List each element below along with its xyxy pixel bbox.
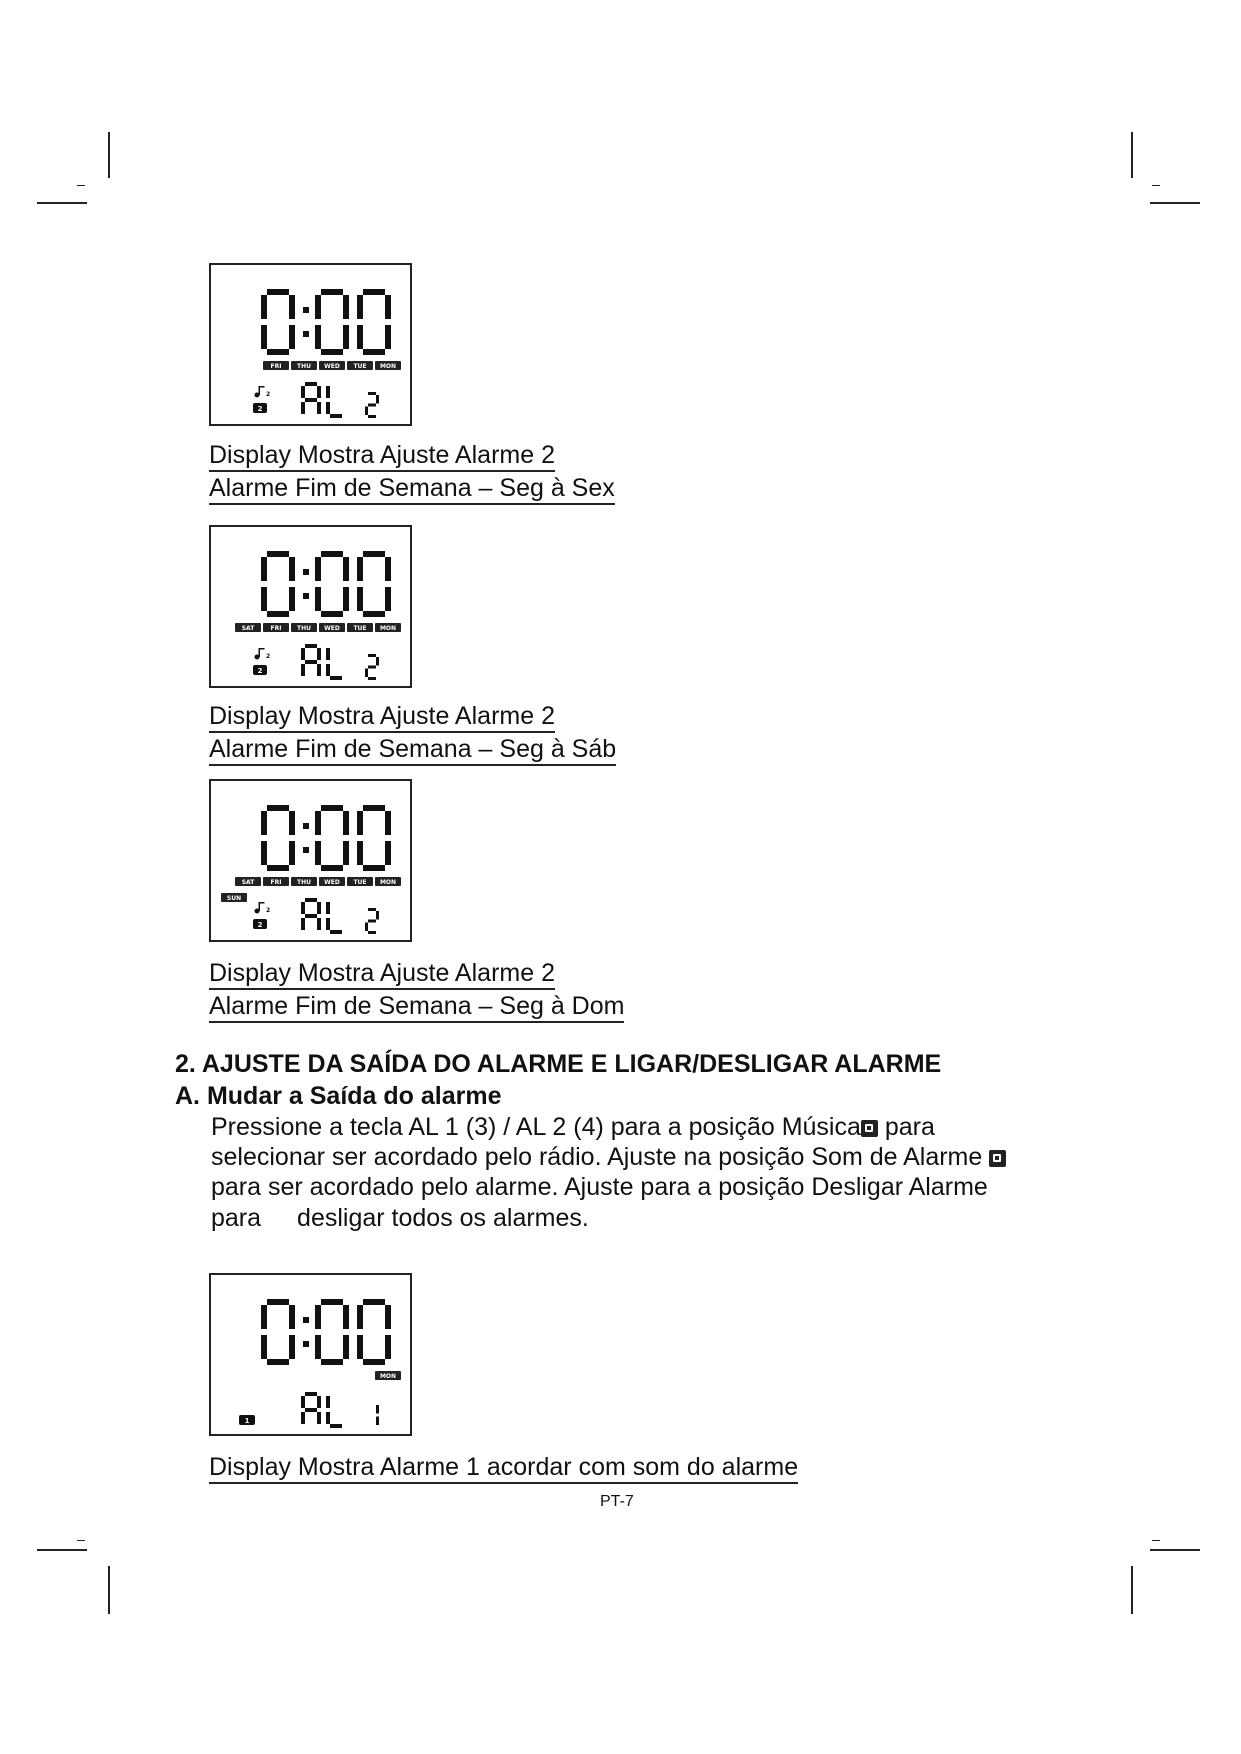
lcd-display-3 (209, 779, 412, 942)
lcd-segment (261, 841, 267, 865)
lcd-segment (385, 841, 391, 865)
day-box-thu (291, 361, 317, 370)
lcd-segment (317, 1412, 321, 1424)
lcd-segment (326, 402, 330, 414)
alarm-bell-icon (253, 665, 267, 675)
day-box-tue (347, 877, 373, 886)
lcd-segment (301, 918, 305, 930)
lcd-segment (305, 898, 317, 902)
lcd-segment (363, 1299, 385, 1305)
lcd-segment (365, 669, 368, 678)
lcd-segment (326, 648, 330, 660)
lcd-time-digits (261, 551, 391, 617)
lcd-segment (261, 1335, 267, 1359)
lcd-segment (321, 289, 343, 295)
day-box-thu (291, 877, 317, 886)
lcd-segment (261, 1305, 267, 1329)
paragraph-line (211, 1112, 935, 1142)
lcd-segment (385, 557, 391, 581)
lcd-graphic (211, 527, 410, 686)
lcd-segment (385, 295, 391, 319)
day-box-label: TUE (353, 363, 367, 370)
caption-line2: Alarme Fim de Semana – Seg à Dom (209, 992, 624, 1023)
lcd-segment (267, 865, 289, 871)
lcd-segment (330, 930, 342, 934)
lcd-segment (343, 841, 349, 865)
alarm-bell-icon (253, 919, 267, 929)
lcd-segment (301, 1396, 305, 1408)
day-box-label: SAT (241, 625, 255, 632)
lcd-segment (267, 1359, 289, 1365)
lcd-graphic (211, 1275, 410, 1434)
lcd-segment (317, 648, 321, 660)
lcd-display-1 (209, 263, 412, 426)
lcd-day-indicators (375, 1371, 401, 1380)
lcd-segment (363, 1359, 385, 1365)
crop-mark (108, 1566, 110, 1614)
lcd-segment (305, 1408, 317, 1412)
crop-mark (1131, 1566, 1133, 1614)
day-box-tue (347, 361, 373, 370)
day-box-label: TUE (353, 625, 367, 632)
lcd-segment (357, 557, 363, 581)
day-box-mon (375, 1371, 401, 1380)
lcd-segment (261, 811, 267, 835)
lcd-segment (261, 325, 267, 349)
lcd-alarm-icons (253, 648, 270, 675)
paragraph-text: para (211, 1204, 262, 1232)
lcd-segment (357, 1335, 363, 1359)
lcd-segment (301, 664, 305, 676)
lcd-segment (343, 1335, 349, 1359)
icon-number: 2 (257, 921, 263, 929)
crop-mark (37, 1549, 87, 1551)
lcd-segment (321, 805, 343, 811)
lcd-segment (376, 911, 379, 920)
paragraph-line (211, 1203, 589, 1233)
crop-mark (77, 1540, 85, 1541)
lcd-colon-dot (303, 847, 309, 853)
lcd-segment (305, 644, 317, 648)
lcd-segment (365, 923, 368, 932)
lcd-segment (357, 295, 363, 319)
lcd-segment (368, 392, 376, 395)
lcd-segment (321, 865, 343, 871)
lcd-segment (317, 918, 321, 930)
crop-mark (1150, 202, 1200, 204)
lcd-segment (267, 289, 289, 295)
music-mode-icon (861, 1120, 878, 1137)
page-number: PT-7 (600, 1493, 634, 1510)
day-box-label: SAT (241, 879, 255, 886)
paragraph-text: selecionar ser acordado pelo rádio. Ajuste na posição Som de Alarme (211, 1143, 990, 1171)
lcd-segment (363, 551, 385, 557)
day-box-label: THU (297, 625, 311, 632)
lcd-graphic (211, 265, 410, 424)
lcd-segment (301, 1412, 305, 1424)
lcd-day-indicators (235, 623, 401, 632)
lcd-segment (305, 398, 317, 402)
caption-line1: Display Mostra Alarme 1 acordar com som do alarme (209, 1453, 798, 1484)
lcd-segment (289, 587, 295, 611)
day-box-label: FRI (270, 363, 282, 370)
lcd-segment (343, 1305, 349, 1329)
crop-mark (1131, 132, 1133, 178)
music-note-icon (255, 902, 271, 914)
lcd-segment (363, 865, 385, 871)
crop-mark (108, 132, 110, 178)
lcd-segment (376, 1417, 379, 1426)
lcd-segment (289, 1335, 295, 1359)
crop-mark (37, 202, 87, 204)
lcd-segment (301, 402, 305, 414)
lcd-segment (368, 415, 376, 418)
lcd-alarm-label (301, 644, 379, 680)
lcd-segment (289, 325, 295, 349)
day-box-wed (319, 877, 345, 886)
lcd-colon-dot (303, 569, 309, 575)
lcd-segment (343, 587, 349, 611)
lcd-display-4 (209, 1273, 412, 1436)
lcd-segment (363, 611, 385, 617)
lcd-time-digits (261, 805, 391, 871)
caption-line1: Display Mostra Ajuste Alarme 2 (209, 702, 555, 733)
lcd-segment (301, 902, 305, 914)
day-box-sun (221, 893, 247, 902)
lcd-segment (385, 325, 391, 349)
lcd-colon-dot (303, 307, 309, 313)
crop-mark (1150, 1549, 1200, 1551)
caption-line2: Alarme Fim de Semana – Seg à Sex (209, 474, 615, 505)
lcd-colon-dot (303, 331, 309, 337)
lcd-segment (357, 325, 363, 349)
alarm-bell-icon (239, 1415, 255, 1425)
lcd-segment (385, 1335, 391, 1359)
lcd-segment (315, 325, 321, 349)
lcd-segment (385, 811, 391, 835)
lcd-segment (357, 841, 363, 865)
alarm-sound-icon (989, 1150, 1006, 1167)
alarm-bell-icon (253, 403, 267, 413)
lcd-segment (385, 587, 391, 611)
lcd-segment (368, 908, 376, 911)
day-box-mon (375, 361, 401, 370)
icon-number: 2 (266, 907, 271, 914)
lcd-colon-dot (303, 823, 309, 829)
lcd-segment (321, 551, 343, 557)
lcd-segment (363, 805, 385, 811)
day-box-label: TUE (353, 879, 367, 886)
lcd-alarm-label (301, 1392, 379, 1428)
lcd-alarm-label (301, 382, 379, 418)
lcd-segment (289, 557, 295, 581)
lcd-alarm-label (301, 898, 379, 934)
lcd-segment (326, 664, 330, 676)
lcd-segment (261, 587, 267, 611)
day-box-mon (375, 877, 401, 886)
lcd-segment (305, 660, 317, 664)
paragraph-text: desligar todos os alarmes. (297, 1204, 589, 1232)
lcd-segment (363, 289, 385, 295)
day-box-thu (291, 623, 317, 632)
lcd-segment (315, 1335, 321, 1359)
day-box-fri (263, 361, 289, 370)
day-box-label: MON (379, 1373, 397, 1380)
paragraph-line: para ser acordado pelo alarme. Ajuste para a posição Desligar Alarme (211, 1173, 988, 1201)
day-box-label: WED (324, 363, 340, 370)
lcd-time-digits (261, 1299, 391, 1365)
lcd-segment (317, 902, 321, 914)
lcd-segment (326, 902, 330, 914)
lcd-segment (376, 1405, 379, 1414)
day-box-label: MON (379, 625, 397, 632)
lcd-colon-dot (303, 1317, 309, 1323)
day-box-label: THU (297, 363, 311, 370)
lcd-segment (343, 295, 349, 319)
lcd-segment (305, 1392, 317, 1396)
paragraph-line (211, 1142, 1006, 1172)
day-box-wed (319, 361, 345, 370)
paragraph-text: Pressione a tecla AL 1 (3) / AL 2 (4) para a posição Música (211, 1113, 861, 1141)
lcd-segment (368, 404, 376, 407)
music-note-icon (255, 386, 271, 398)
day-box-mon (375, 623, 401, 632)
lcd-segment (315, 841, 321, 865)
icon-number: 1 (244, 1417, 250, 1425)
lcd-segment (305, 914, 317, 918)
paragraph-text: para (877, 1113, 935, 1141)
section-subheading: A. Mudar a Saída do alarme (175, 1082, 502, 1110)
lcd-segment (315, 557, 321, 581)
day-box-label: MON (379, 879, 397, 886)
lcd-segment (368, 920, 376, 923)
lcd-segment (330, 1424, 342, 1428)
lcd-segment (363, 349, 385, 355)
day-box-label: THU (297, 879, 311, 886)
lcd-segment (343, 325, 349, 349)
lcd-segment (357, 1305, 363, 1329)
lcd-graphic (211, 781, 410, 940)
day-box-fri (263, 877, 289, 886)
lcd-segment (376, 657, 379, 666)
day-box-label: WED (324, 625, 340, 632)
icon-number: 2 (266, 391, 271, 398)
lcd-segment (261, 557, 267, 581)
day-box-label: FRI (270, 879, 282, 886)
lcd-segment (317, 402, 321, 414)
lcd-segment (321, 1299, 343, 1305)
day-box-tue (347, 623, 373, 632)
lcd-segment (368, 931, 376, 934)
lcd-segment (315, 587, 321, 611)
lcd-segment (289, 841, 295, 865)
lcd-segment (326, 1412, 330, 1424)
lcd-alarm-icons (239, 1415, 255, 1425)
day-box-wed (319, 623, 345, 632)
lcd-colon-dot (303, 1341, 309, 1347)
lcd-segment (289, 295, 295, 319)
lcd-segment (326, 918, 330, 930)
caption-line1: Display Mostra Ajuste Alarme 2 (209, 441, 555, 472)
lcd-segment (301, 386, 305, 398)
icon-number: 2 (257, 667, 263, 675)
day-box-label: WED (324, 879, 340, 886)
lcd-segment (267, 349, 289, 355)
lcd-segment (315, 811, 321, 835)
lcd-display-2 (209, 525, 412, 688)
lcd-segment (357, 587, 363, 611)
crop-mark (1152, 185, 1160, 186)
day-box-sat (235, 623, 261, 632)
lcd-segment (365, 407, 368, 416)
lcd-segment (321, 1359, 343, 1365)
lcd-segment (326, 386, 330, 398)
lcd-segment (301, 648, 305, 660)
lcd-segment (267, 805, 289, 811)
lcd-segment (317, 1396, 321, 1408)
lcd-segment (343, 557, 349, 581)
lcd-segment (305, 382, 317, 386)
lcd-colon-dot (303, 593, 309, 599)
music-note-icon (255, 648, 271, 660)
lcd-segment (267, 1299, 289, 1305)
lcd-segment (267, 551, 289, 557)
crop-mark (1152, 1540, 1160, 1541)
lcd-segment (385, 1305, 391, 1329)
lcd-day-indicators (263, 361, 401, 370)
lcd-time-digits (261, 289, 391, 355)
lcd-alarm-icons (253, 386, 270, 413)
lcd-segment (368, 654, 376, 657)
lcd-segment (267, 611, 289, 617)
day-box-sat (235, 877, 261, 886)
lcd-segment (321, 611, 343, 617)
lcd-segment (343, 811, 349, 835)
lcd-segment (317, 664, 321, 676)
caption-line2: Alarme Fim de Semana – Seg à Sáb (209, 735, 616, 766)
icon-number: 2 (257, 405, 263, 413)
icon-number: 2 (266, 653, 271, 660)
lcd-segment (330, 676, 342, 680)
section-heading: 2. AJUSTE DA SAÍDA DO ALARME E LIGAR/DESLIGAR ALARME (175, 1050, 942, 1078)
lcd-segment (326, 1396, 330, 1408)
lcd-segment (315, 1305, 321, 1329)
lcd-segment (315, 295, 321, 319)
day-box-label: SUN (226, 895, 242, 902)
lcd-segment (357, 811, 363, 835)
lcd-segment (330, 414, 342, 418)
lcd-segment (368, 666, 376, 669)
lcd-segment (368, 677, 376, 680)
lcd-segment (376, 395, 379, 404)
lcd-segment (289, 811, 295, 835)
crop-mark (77, 185, 85, 186)
day-box-label: FRI (270, 625, 282, 632)
lcd-segment (317, 386, 321, 398)
lcd-segment (321, 349, 343, 355)
lcd-alarm-icons (253, 902, 270, 929)
lcd-segment (261, 295, 267, 319)
day-box-fri (263, 623, 289, 632)
day-box-label: MON (379, 363, 397, 370)
caption-line1: Display Mostra Ajuste Alarme 2 (209, 959, 555, 990)
lcd-segment (289, 1305, 295, 1329)
